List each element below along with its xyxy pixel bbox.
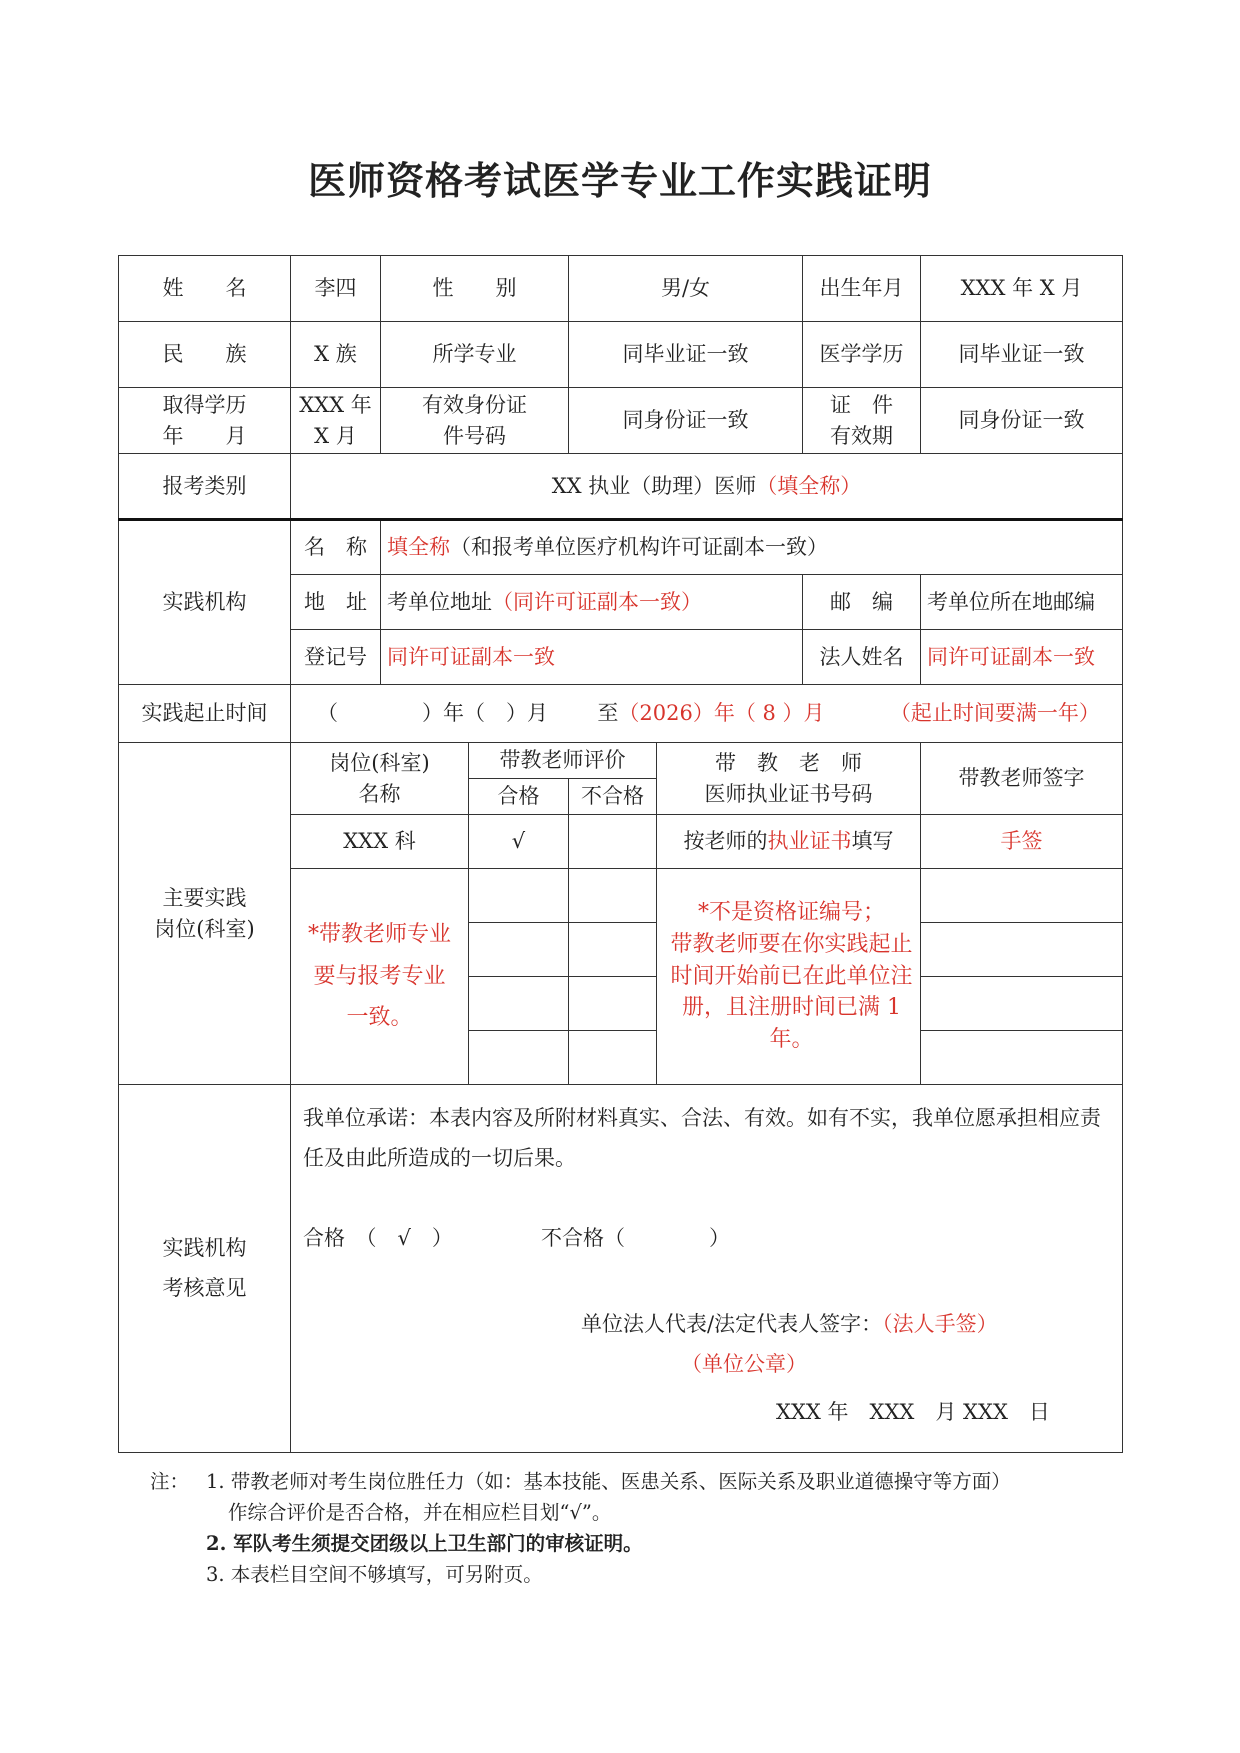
inst-addr-black: 考单位地址 bbox=[387, 589, 492, 614]
hint-right-line1: *不是资格证编号； bbox=[698, 899, 886, 925]
row-fail[interactable] bbox=[569, 815, 657, 869]
period-end: （2026）年（ 8 ）月 bbox=[618, 701, 825, 726]
note-1b: 作综合评价是否合格，并在相应栏目划“√”。 bbox=[228, 1501, 612, 1524]
opinion-pass[interactable]: 合格 （ √ ） bbox=[303, 1226, 453, 1250]
col-sign: 带教老师签字 bbox=[921, 743, 1123, 815]
row-cert-b: 执业证书 bbox=[767, 829, 852, 854]
empty-fail-4[interactable] bbox=[569, 1031, 657, 1085]
opinion-sign-label: 单位法人代表/法定代表人签字： bbox=[581, 1312, 883, 1336]
row-pass[interactable]: √ bbox=[469, 815, 569, 869]
row-cert[interactable] bbox=[657, 815, 921, 869]
col-post bbox=[291, 743, 469, 815]
empty-pass-4[interactable] bbox=[469, 1031, 569, 1085]
period-value[interactable] bbox=[291, 685, 1123, 743]
institution-label: 实践机构 bbox=[119, 520, 291, 685]
inst-reg-label: 登记号 bbox=[291, 630, 381, 685]
empty-fail-2[interactable] bbox=[569, 923, 657, 977]
opinion-label bbox=[119, 1085, 291, 1453]
empty-fail-3[interactable] bbox=[569, 977, 657, 1031]
valid-label-line1: 证 件 bbox=[830, 393, 894, 418]
opinion-cell[interactable] bbox=[291, 1085, 1123, 1453]
inst-name-value[interactable] bbox=[381, 520, 1123, 575]
inst-reg-value[interactable]: 同许可证副本一致 bbox=[381, 630, 803, 685]
note-3: 3. 本表栏目空间不够填写，可另附页。 bbox=[206, 1563, 543, 1586]
inst-legal-value[interactable]: 同许可证副本一致 bbox=[921, 630, 1123, 685]
col-cert bbox=[657, 743, 921, 815]
inst-name-label: 名 称 bbox=[291, 520, 381, 575]
empty-sign-1[interactable] bbox=[921, 869, 1123, 923]
posts-label bbox=[119, 743, 291, 1085]
empty-pass-2[interactable] bbox=[469, 923, 569, 977]
col-pass: 合格 bbox=[469, 779, 569, 815]
edu-date-label-line2: 年 月 bbox=[162, 423, 247, 448]
note-1a: 1. 带教老师对考生岗位胜任力（如：基本技能、医患关系、医际关系及职业道德操守等方面） bbox=[206, 1470, 1011, 1493]
opinion-sign-note: （法人手签） bbox=[882, 1312, 998, 1336]
empty-sign-3[interactable] bbox=[921, 977, 1123, 1031]
empty-sign-2[interactable] bbox=[921, 923, 1123, 977]
notes-prefix: 注： bbox=[150, 1470, 190, 1493]
row-cert-c: 填写 bbox=[851, 829, 894, 854]
hint-right-line2: 带教老师要在你实践起止时间开始前已在此单位注册，且注册时间已满 1 年。 bbox=[670, 931, 913, 1053]
period-to: 至 bbox=[597, 701, 619, 726]
edu-value[interactable]: 同毕业证一致 bbox=[921, 322, 1123, 388]
edu-label: 医学学历 bbox=[803, 322, 921, 388]
opinion-label-line1: 实践机构 bbox=[162, 1235, 247, 1260]
valid-value[interactable]: 同身份证一致 bbox=[921, 388, 1123, 454]
major-value[interactable]: 同毕业证一致 bbox=[569, 322, 803, 388]
opinion-seal: （单位公章） bbox=[681, 1352, 807, 1376]
edu-date-label-line1: 取得学历 bbox=[162, 393, 247, 418]
major-label: 所学专业 bbox=[381, 322, 569, 388]
certificate-form bbox=[118, 255, 1123, 1453]
col-cert-line2: 医师执业证书号码 bbox=[704, 781, 873, 806]
empty-pass-3[interactable] bbox=[469, 977, 569, 1031]
inst-name-red: 填全称 bbox=[387, 535, 450, 560]
col-eval: 带教老师评价 bbox=[469, 743, 657, 779]
opinion-sign[interactable] bbox=[581, 1309, 998, 1339]
row-sign[interactable]: 手签 bbox=[921, 815, 1123, 869]
posts-label-line2: 岗位(科室) bbox=[154, 916, 255, 941]
inst-legal-label: 法人姓名 bbox=[803, 630, 921, 685]
nation-value[interactable]: X 族 bbox=[291, 322, 381, 388]
period-start: （ ）年（ ）月 bbox=[317, 701, 548, 726]
exam-label: 报考类别 bbox=[119, 454, 291, 520]
birth-label: 出生年月 bbox=[803, 256, 921, 322]
edu-date-label bbox=[119, 388, 291, 454]
opinion-label-line2: 考核意见 bbox=[162, 1275, 247, 1300]
exam-type-note: （填全称） bbox=[756, 473, 862, 498]
col-cert-line1: 带 教 老 师 bbox=[715, 751, 862, 776]
opinion-fail[interactable]: 不合格（ ） bbox=[541, 1226, 730, 1250]
inst-zip-label: 邮 编 bbox=[803, 575, 921, 630]
inst-name-rest: （和报考单位医疗机构许可证副本一致） bbox=[450, 535, 828, 560]
posts-label-line1: 主要实践 bbox=[162, 886, 247, 911]
period-label: 实践起止时间 bbox=[119, 685, 291, 743]
id-label-line1: 有效身份证 bbox=[422, 393, 527, 418]
col-post-line2: 名称 bbox=[358, 781, 401, 806]
row-dept[interactable]: XXX 科 bbox=[291, 815, 469, 869]
empty-fail-1[interactable] bbox=[569, 869, 657, 923]
row-cert-a: 按老师的 bbox=[683, 829, 768, 854]
id-value[interactable]: 同身份证一致 bbox=[569, 388, 803, 454]
empty-pass-1[interactable] bbox=[469, 869, 569, 923]
hint-left: *带教老师专业要与报考专业一致。 bbox=[291, 869, 469, 1085]
id-label-line2: 件号码 bbox=[443, 423, 506, 448]
empty-sign-4[interactable] bbox=[921, 1031, 1123, 1085]
valid-label bbox=[803, 388, 921, 454]
birth-value[interactable]: XXX 年 X 月 bbox=[921, 256, 1123, 322]
inst-addr-value[interactable] bbox=[381, 575, 803, 630]
col-fail: 不合格 bbox=[569, 779, 657, 815]
nation-label: 民 族 bbox=[119, 322, 291, 388]
sex-label: 性 别 bbox=[381, 256, 569, 322]
name-label: 姓 名 bbox=[119, 256, 291, 322]
note-2: 2. 军队考生须提交团级以上卫生部门的审核证明。 bbox=[206, 1532, 643, 1555]
sex-value[interactable]: 男/女 bbox=[569, 256, 803, 322]
name-value[interactable]: 李四 bbox=[291, 256, 381, 322]
hint-right bbox=[657, 869, 921, 1085]
inst-addr-label: 地 址 bbox=[291, 575, 381, 630]
period-note: （起止时间要满一年） bbox=[889, 701, 1100, 726]
exam-type: XX 执业（助理）医师 bbox=[551, 473, 757, 498]
edu-date-value[interactable]: XXX 年 X 月 bbox=[291, 388, 381, 454]
col-post-line1: 岗位(科室) bbox=[329, 751, 430, 776]
page-title: 医师资格考试医学专业工作实践证明 bbox=[307, 158, 932, 203]
inst-addr-red: （同许可证副本一致） bbox=[492, 589, 702, 614]
exam-value[interactable] bbox=[291, 454, 1123, 520]
opinion-promise: 我单位承诺：本表内容及所附材料真实、合法、有效。如有不实，我单位愿承担相应责任及由此所造成的一切后果。 bbox=[303, 1106, 1101, 1170]
opinion-date[interactable]: XXX 年 XXX 月 XXX 日 bbox=[776, 1400, 1050, 1424]
id-label bbox=[381, 388, 569, 454]
inst-zip-value[interactable]: 考单位所在地邮编 bbox=[921, 575, 1123, 630]
valid-label-line2: 有效期 bbox=[830, 423, 894, 448]
